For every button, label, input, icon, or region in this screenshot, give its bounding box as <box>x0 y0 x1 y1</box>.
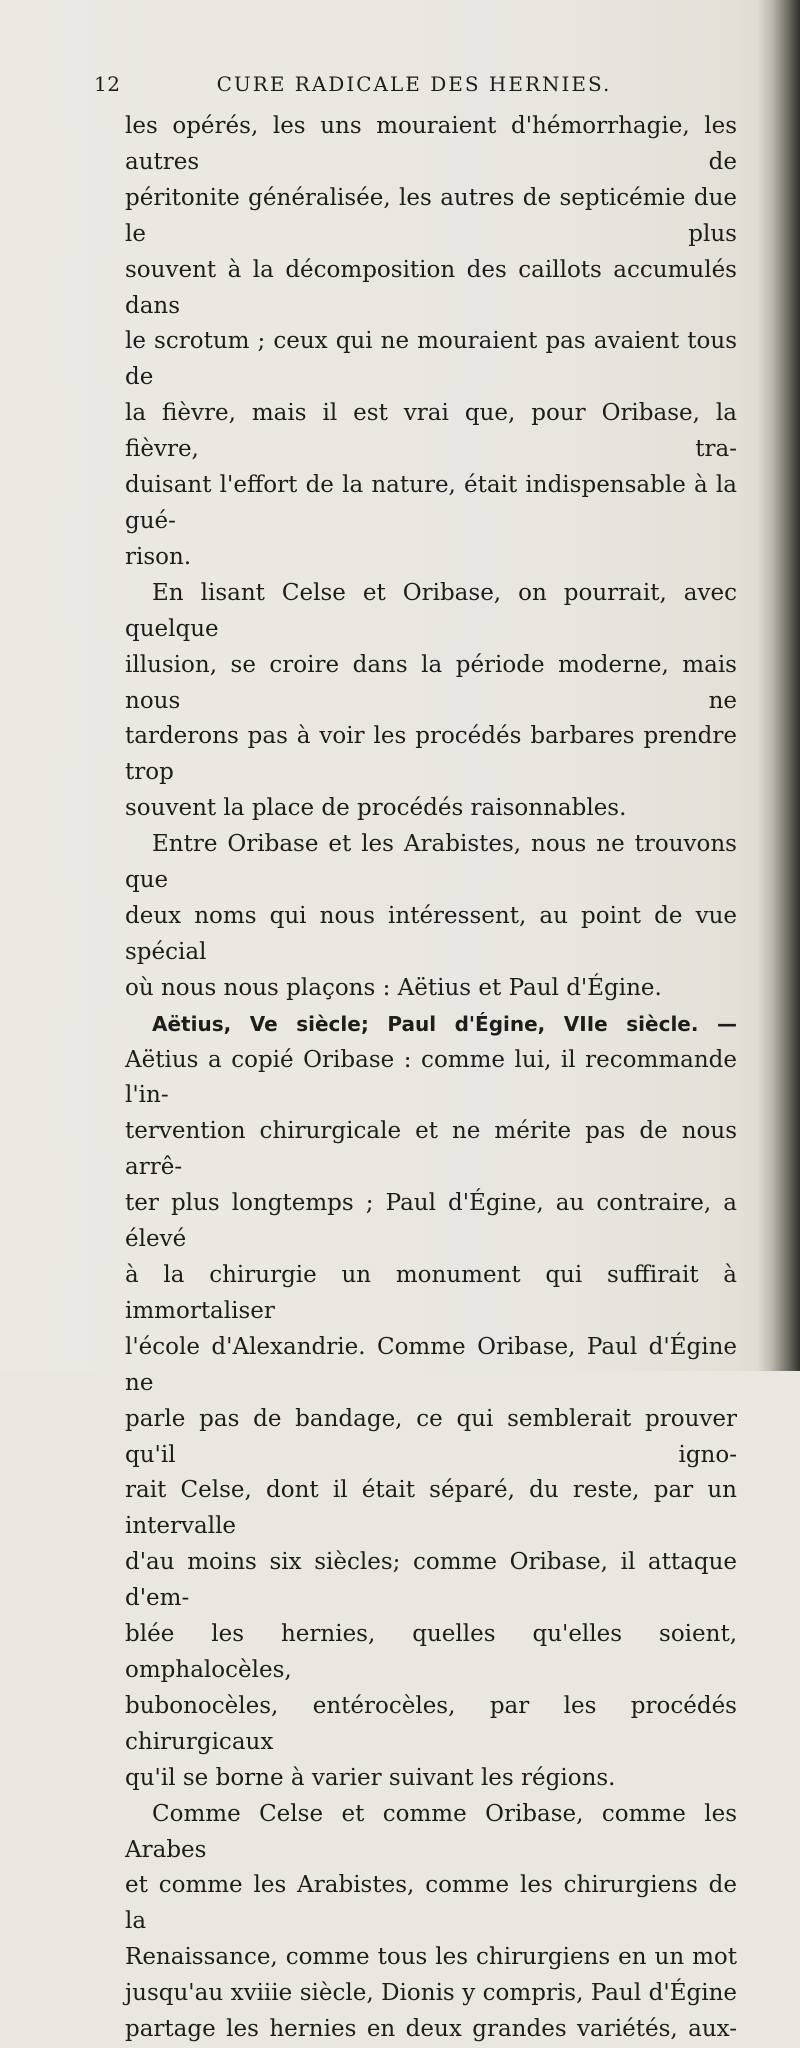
text-line: ter plus longtemps ; Paul d'Égine, au contraire, a élevé <box>125 1190 737 1253</box>
text-line: tarderons pas à voir les procédés barbares prendre trop <box>125 723 737 786</box>
text-line: qu'il se borne à varier suivant les régions. <box>125 1764 616 1791</box>
text-line: jusqu'au xviiie siècle, Dionis y compris, Paul d'Égine <box>125 1980 737 2007</box>
text-line: la fièvre, mais il est vrai que, pour Oribase, la fièvre, tra- <box>125 400 737 463</box>
text-line: Entre Oribase et les Arabistes, nous ne trouvons que <box>125 831 737 894</box>
text-line: blée les hernies, quelles qu'elles soient, omphalocèles, <box>125 1621 737 1683</box>
section-heading: Aëtius, Ve siècle; Paul d'Égine, VIIe siècle. — <box>152 1011 737 1036</box>
text-line: les opérés, les uns mouraient d'hémorrhagie, les autres de <box>125 113 737 175</box>
text-line: d'au moins six siècles; comme Oribase, il attaque d'em- <box>125 1549 737 1612</box>
text-line: tervention chirurgicale et ne mérite pas de nous arrê- <box>125 1118 737 1181</box>
text-line: Aëtius a copié Oribase : comme lui, il recommande l'in- <box>125 1046 737 1109</box>
text-line: souvent à la décomposition des caillots accumulés dans <box>125 256 737 319</box>
body-text <box>125 109 737 2048</box>
text-line: En lisant Celse et Oribase, on pourrait, avec quelque <box>125 579 737 642</box>
text-line: le scrotum ; ceux qui ne mouraient pas avaient tous de <box>125 328 737 391</box>
text-line: l'école d'Alexandrie. Comme Oribase, Paul d'Égine ne <box>125 1333 737 1396</box>
text-line: bubonocèles, entérocèles, par les procédés chirurgicaux <box>125 1692 737 1755</box>
text-line: rison. <box>125 543 192 570</box>
page-binding-shadow <box>758 0 800 1371</box>
text-line: péritonite généralisée, les autres de septicémie due le plus <box>125 184 737 247</box>
text-line: rait Celse, dont il était séparé, du reste, par un intervalle <box>125 1477 737 1540</box>
text-line: duisant l'effort de la nature, était indispensable à la gué- <box>125 472 737 534</box>
text-line: parle pas de bandage, ce qui semblerait prouver qu'il igno- <box>125 1405 737 1468</box>
text-line: illusion, se croire dans la période moderne, mais nous ne <box>125 651 737 714</box>
text-line: souvent la place de procédés raisonnables. <box>125 795 627 822</box>
text-line: et comme les Arabistes, comme les chirurgiens de la <box>125 1872 737 1935</box>
text-line: deux noms qui nous intéressent, au point de vue spécial <box>125 902 737 965</box>
text-line: partage les hernies en deux grandes variétés, aux- <box>125 2016 737 2043</box>
page-number: 12 <box>94 72 121 96</box>
running-title: CURE RADICALE DES HERNIES. <box>216 72 612 96</box>
page-header <box>0 72 800 102</box>
text-line: Comme Celse et comme Oribase, comme les Arabes <box>125 1800 737 1863</box>
text-line: à la chirurgie un monument qui suffirait à immortaliser <box>125 1262 737 1324</box>
text-line: Renaissance, comme tous les chirurgiens en un mot <box>125 1944 737 1971</box>
text-line: où nous nous plaçons : Aëtius et Paul d'Égine. <box>125 974 662 1001</box>
